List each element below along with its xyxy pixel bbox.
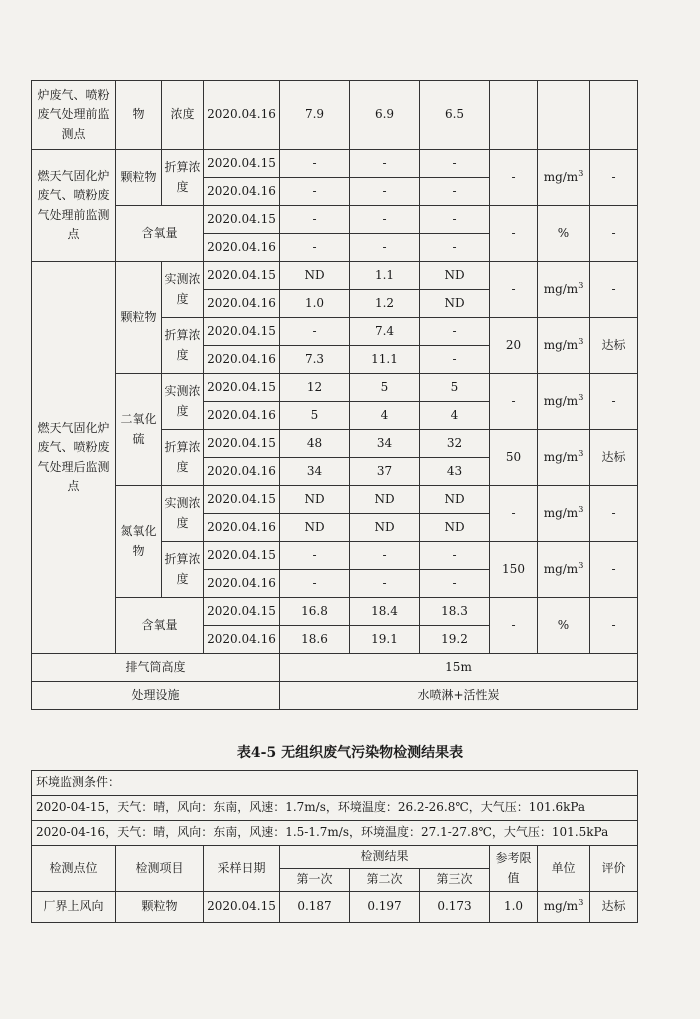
eval-cell: - (590, 374, 638, 430)
header-result: 检测结果 (280, 846, 490, 869)
unit-cell: $mg/m^3$ (538, 892, 590, 923)
eval-cell: - (590, 150, 638, 206)
value-cell: - (280, 542, 350, 570)
table-row (32, 796, 638, 821)
limit-cell: - (490, 206, 538, 262)
treatment-label: 处理设施 (32, 682, 280, 710)
site-cell: 厂界上风向 (32, 892, 116, 923)
date-cell: 2020.04.15 (204, 262, 280, 290)
unit-cell: $mg/m^3$ (538, 262, 590, 318)
value-cell: - (280, 318, 350, 346)
header-r1: 第一次 (280, 869, 350, 892)
header-limit: 参考限值 (490, 846, 538, 892)
table-header (32, 846, 638, 869)
sub-cell: 折算浓度 (162, 150, 204, 206)
value-cell: 11.1 (350, 346, 420, 374)
table-row (32, 262, 638, 290)
table-row (32, 771, 638, 796)
date-cell: 2020.04.16 (204, 570, 280, 598)
value-cell: 5 (350, 374, 420, 402)
value-cell: 34 (350, 430, 420, 458)
conditions-line: 2020-04-16，天气：晴，风向：东南，风速：1.5-1.7m/s，环境温度：27.1-27.8℃，大气压：101.5kPa (32, 821, 638, 846)
table-row (32, 682, 638, 710)
unit-cell: $mg/m^3$ (538, 374, 590, 430)
item-cell: 氮氧化物 (116, 486, 162, 598)
sub-cell: 浓度 (162, 81, 204, 150)
value-cell: - (420, 542, 490, 570)
date-cell: 2020.04.16 (204, 178, 280, 206)
date-cell: 2020.04.15 (204, 150, 280, 178)
table-row (32, 486, 638, 514)
eval-cell: 达标 (590, 430, 638, 486)
value-cell: 18.6 (280, 626, 350, 654)
date-cell: 2020.04.15 (204, 598, 280, 626)
table-row (32, 150, 638, 178)
value-cell: 0.173 (420, 892, 490, 923)
value-cell: - (280, 206, 350, 234)
limit-cell (490, 81, 538, 150)
value-cell: 0.187 (280, 892, 350, 923)
sub-cell: 实测浓度 (162, 486, 204, 542)
value-cell: 5 (280, 402, 350, 430)
unit-cell: $mg/m^3$ (538, 542, 590, 598)
value-cell: - (280, 234, 350, 262)
header-eval: 评价 (590, 846, 638, 892)
sub-cell: 实测浓度 (162, 262, 204, 318)
value-cell: 18.4 (350, 598, 420, 626)
date-cell: 2020.04.15 (204, 486, 280, 514)
value-cell: 19.1 (350, 626, 420, 654)
value-cell: - (280, 150, 350, 178)
value-cell: ND (420, 486, 490, 514)
value-cell: 12 (280, 374, 350, 402)
value-cell: - (420, 150, 490, 178)
table-row (32, 892, 638, 923)
value-cell: 16.8 (280, 598, 350, 626)
conditions-title: 环境监测条件： (32, 771, 638, 796)
eval-cell: - (590, 542, 638, 598)
unit-cell: $mg/m^3$ (538, 150, 590, 206)
value-cell: - (350, 542, 420, 570)
date-cell: 2020.04.15 (204, 430, 280, 458)
item-cell: 颗粒物 (116, 150, 162, 206)
value-cell: 4 (350, 402, 420, 430)
value-cell: ND (420, 514, 490, 542)
unit-cell: % (538, 206, 590, 262)
table-row (32, 654, 638, 682)
conditions-line: 2020-04-15，天气：晴，风向：东南，风速：1.7m/s，环境温度：26.2-26.8℃，大气压：101.6kPa (32, 796, 638, 821)
date-cell: 2020.04.15 (204, 206, 280, 234)
date-cell: 2020.04.15 (204, 542, 280, 570)
value-cell: 6.9 (350, 81, 420, 150)
value-cell: - (420, 570, 490, 598)
value-cell: - (420, 234, 490, 262)
site-cell: 炉废气、喷粉废气处理前监测点 (32, 81, 116, 150)
table-row (32, 821, 638, 846)
date-cell: 2020.04.16 (204, 626, 280, 654)
value-cell: 1.0 (280, 290, 350, 318)
item-cell: 物 (116, 81, 162, 150)
value-cell: 7.4 (350, 318, 420, 346)
value-cell: 6.5 (420, 81, 490, 150)
unit-cell: $mg/m^3$ (538, 430, 590, 486)
value-cell: 5 (420, 374, 490, 402)
header-unit: 单位 (538, 846, 590, 892)
date-cell: 2020.04.16 (204, 290, 280, 318)
unit-cell (538, 81, 590, 150)
value-cell: 1.2 (350, 290, 420, 318)
limit-cell: 20 (490, 318, 538, 374)
unit-cell: $mg/m^3$ (538, 486, 590, 542)
limit-cell: - (490, 486, 538, 542)
item-cell: 二氧化硫 (116, 374, 162, 486)
sub-cell: 实测浓度 (162, 374, 204, 430)
item-cell: 颗粒物 (116, 892, 204, 923)
value-cell: ND (350, 486, 420, 514)
eval-cell: - (590, 486, 638, 542)
value-cell: ND (350, 514, 420, 542)
eval-cell: - (590, 206, 638, 262)
value-cell: - (350, 234, 420, 262)
fugitive-emission-table (31, 770, 638, 923)
eval-cell (590, 81, 638, 150)
value-cell: 37 (350, 458, 420, 486)
date-cell: 2020.04.15 (204, 374, 280, 402)
value-cell: 48 (280, 430, 350, 458)
value-cell: 1.1 (350, 262, 420, 290)
value-cell: - (350, 178, 420, 206)
eval-cell: - (590, 262, 638, 318)
eval-cell: - (590, 598, 638, 654)
site-cell: 燃天气固化炉废气、喷粉废气处理前监测点 (32, 150, 116, 262)
header-date: 采样日期 (204, 846, 280, 892)
value-cell: 7.9 (280, 81, 350, 150)
date-cell: 2020.04.16 (204, 81, 280, 150)
value-cell: - (420, 178, 490, 206)
table-row (32, 81, 638, 150)
header-site: 检测点位 (32, 846, 116, 892)
value-cell: 4 (420, 402, 490, 430)
unit-cell: $mg/m^3$ (538, 318, 590, 374)
value-cell: - (420, 318, 490, 346)
limit-cell: 150 (490, 542, 538, 598)
value-cell: 34 (280, 458, 350, 486)
date-cell: 2020.04.16 (204, 346, 280, 374)
table-row (32, 598, 638, 626)
header-item: 检测项目 (116, 846, 204, 892)
header-r3: 第三次 (420, 869, 490, 892)
value-cell: 32 (420, 430, 490, 458)
sub-cell: 折算浓度 (162, 430, 204, 486)
value-cell: 7.3 (280, 346, 350, 374)
emission-results-table (31, 80, 638, 710)
value-cell: - (420, 346, 490, 374)
date-cell: 2020.04.16 (204, 514, 280, 542)
value-cell: 0.197 (350, 892, 420, 923)
value-cell: ND (420, 290, 490, 318)
value-cell: ND (420, 262, 490, 290)
value-cell: - (420, 206, 490, 234)
value-cell: - (350, 206, 420, 234)
sub-cell: 折算浓度 (162, 318, 204, 374)
limit-cell: - (490, 150, 538, 206)
limit-cell: 50 (490, 430, 538, 486)
date-cell: 2020.04.15 (204, 318, 280, 346)
value-cell: ND (280, 486, 350, 514)
site-cell: 燃天气固化炉废气、喷粉废气处理后监测点 (32, 262, 116, 654)
limit-cell: - (490, 598, 538, 654)
value-cell: - (280, 570, 350, 598)
item-cell: 颗粒物 (116, 262, 162, 374)
table-row (32, 206, 638, 234)
eval-cell: 达标 (590, 892, 638, 923)
limit-cell: 1.0 (490, 892, 538, 923)
date-cell: 2020.04.16 (204, 458, 280, 486)
value-cell: - (350, 150, 420, 178)
unit-cell: % (538, 598, 590, 654)
item-cell: 含氧量 (116, 206, 204, 262)
stack-height-value: 15m (280, 654, 638, 682)
treatment-value: 水喷淋+活性炭 (280, 682, 638, 710)
limit-cell: - (490, 374, 538, 430)
sub-cell: 折算浓度 (162, 542, 204, 598)
value-cell: - (350, 570, 420, 598)
table-caption: 表4-5 无组织废气污染物检测结果表 (236, 745, 464, 761)
value-cell: ND (280, 262, 350, 290)
date-cell: 2020.04.16 (204, 234, 280, 262)
value-cell: 18.3 (420, 598, 490, 626)
date-cell: 2020.04.15 (204, 892, 280, 923)
table-row (32, 374, 638, 402)
date-cell: 2020.04.16 (204, 402, 280, 430)
limit-cell: - (490, 262, 538, 318)
value-cell: - (280, 178, 350, 206)
stack-height-label: 排气筒高度 (32, 654, 280, 682)
eval-cell: 达标 (590, 318, 638, 374)
value-cell: 19.2 (420, 626, 490, 654)
value-cell: 43 (420, 458, 490, 486)
header-r2: 第二次 (350, 869, 420, 892)
item-cell: 含氧量 (116, 598, 204, 654)
value-cell: ND (280, 514, 350, 542)
